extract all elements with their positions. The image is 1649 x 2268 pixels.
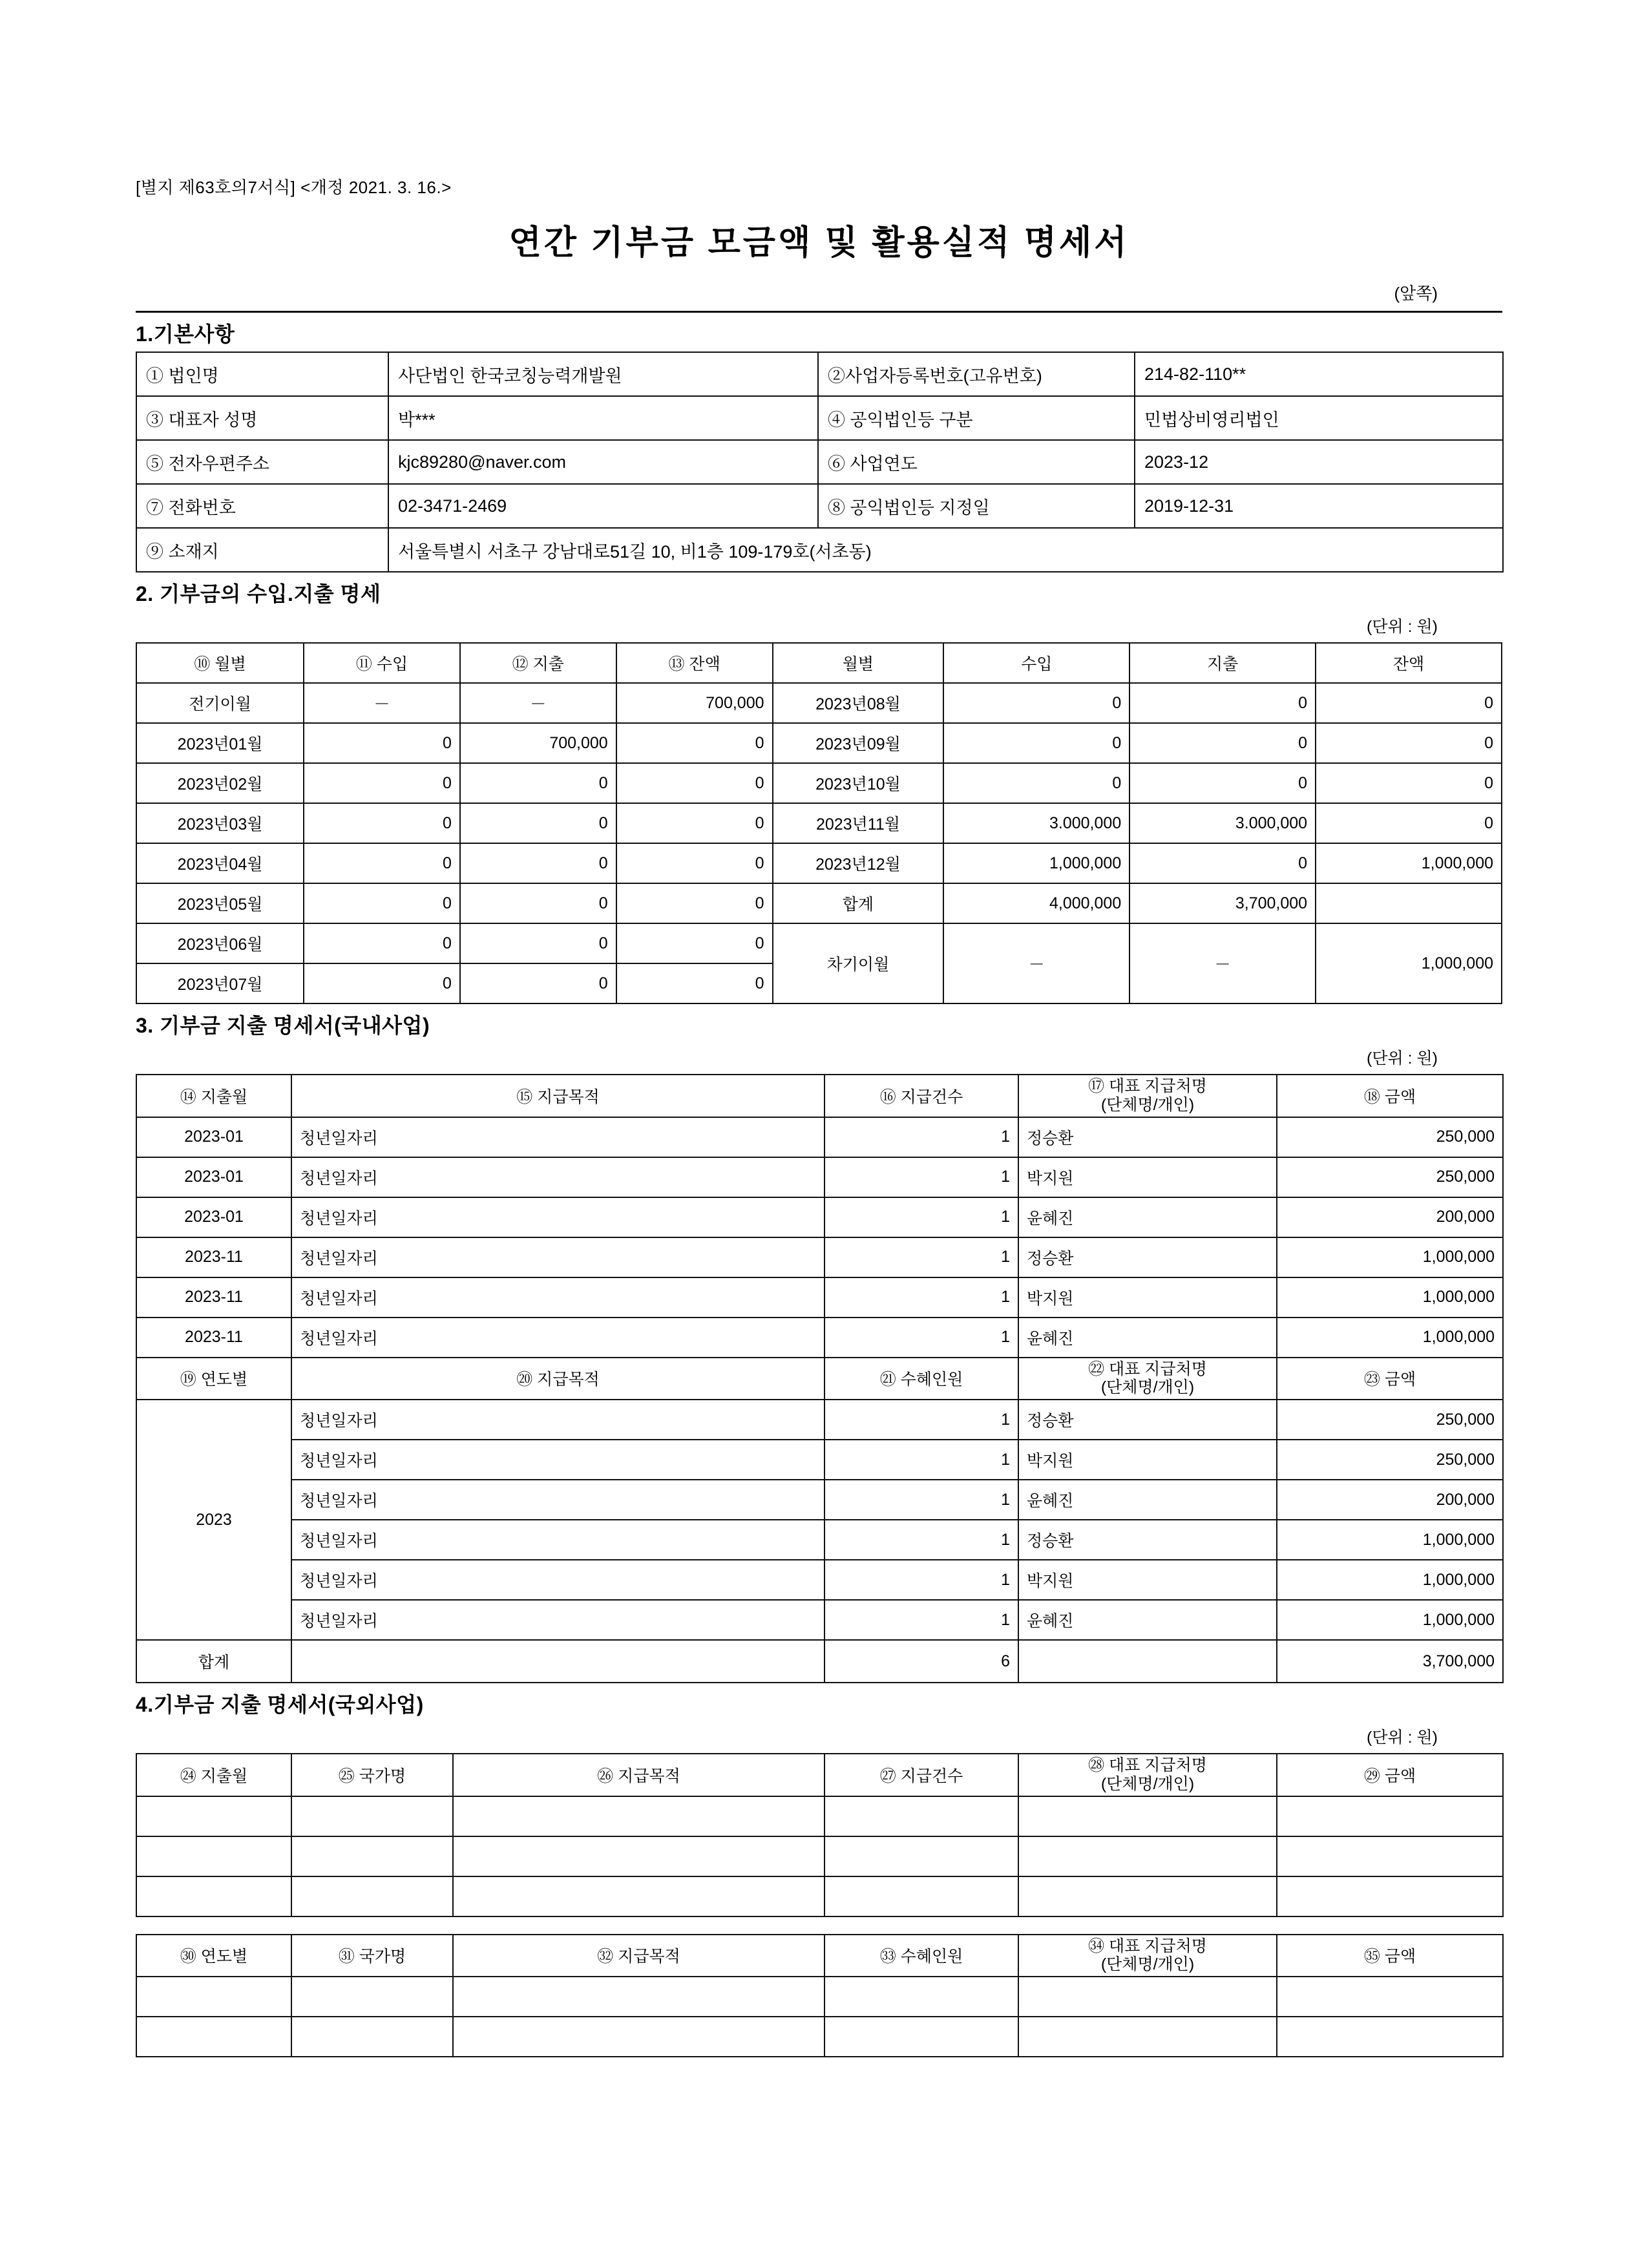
section3-title: 3. 기부금 지출 명세서(국내사업) — [136, 1014, 430, 1037]
value-address: 서울특별시 서초구 강남대로51길 10, 비1층 109-179호(서초동) — [388, 528, 1503, 572]
cell-year-overseas — [136, 2017, 291, 2057]
cell-country — [291, 1836, 453, 1876]
section2-unit: (단위 : 원) — [1367, 618, 1438, 636]
cell-carryforward-balance: 1,000,000 — [1316, 923, 1502, 1003]
cell-count — [824, 1796, 1018, 1836]
cell-month: 2023년02월 — [136, 763, 304, 803]
cell-balance: 0 — [616, 963, 773, 1003]
cell-month: 2023년12월 — [773, 843, 944, 883]
cell-expense: 0 — [460, 763, 616, 803]
col-month-right: 월별 — [773, 643, 944, 683]
cell-amount: 1,000,000 — [1277, 1277, 1503, 1318]
cell-income: 0 — [304, 883, 460, 923]
col-payee-name-year-overseas — [1018, 1935, 1277, 1977]
cell-total-payee — [1018, 1640, 1277, 1683]
cell-amount: 1,000,000 — [1277, 1520, 1503, 1560]
cell-expense-month: 2023-01 — [136, 1157, 291, 1197]
label-corp-type: ④ 공익법인등 구분 — [818, 396, 1135, 440]
cell-purpose — [453, 1876, 824, 1916]
cell-count: 1 — [824, 1520, 1018, 1560]
form-code: [별지 제63호의7서식] <개정 2021. 3. 16.> — [136, 178, 452, 197]
table-row — [136, 440, 1503, 484]
col-country-year: ㉛ 국가명 — [291, 1935, 453, 1977]
table-row — [136, 1157, 1503, 1197]
cell-total-expense: 3,700,000 — [1129, 883, 1316, 923]
table-row — [136, 883, 1502, 923]
cell-payee: 윤혜진 — [1018, 1600, 1277, 1640]
cell-expense-month: 2023-11 — [136, 1318, 291, 1358]
col-balance-left: ⑬ 잔액 — [616, 643, 773, 683]
cell-income: － — [304, 683, 460, 723]
cell-balance: 0 — [1316, 803, 1502, 843]
col-payee-name-line2: (단체명/개인) — [1100, 1095, 1195, 1114]
cell-income: 1,000,000 — [943, 843, 1129, 883]
cell-carryforward-income: － — [943, 923, 1129, 1003]
cell-count: 1 — [824, 1440, 1018, 1480]
table-row — [136, 1480, 1503, 1520]
cell-payee — [1018, 1796, 1277, 1836]
cell-total-balance — [1316, 883, 1502, 923]
cell-balance: 0 — [616, 803, 773, 843]
cell-expense: 700,000 — [460, 723, 616, 763]
cell-payee: 정승환 — [1018, 1117, 1277, 1157]
cell-month: 2023년05월 — [136, 883, 304, 923]
cell-purpose: 청년일자리 — [291, 1318, 824, 1358]
col-payment-count-overseas: ㉗ 지급건수 — [824, 1754, 1018, 1796]
cell-expense: 0 — [1129, 843, 1316, 883]
cell-balance: 0 — [616, 923, 773, 963]
cell-amount — [1277, 1977, 1503, 2017]
cell-total-label: 합계 — [136, 1640, 291, 1683]
label-email: ⑤ 전자우편주소 — [136, 440, 388, 484]
cell-income: 0 — [943, 683, 1129, 723]
col-payment-purpose-year-overseas: ㉜ 지급목적 — [453, 1935, 824, 1977]
col-balance-right: 잔액 — [1316, 643, 1502, 683]
col-payment-count: ⑯ 지급건수 — [824, 1075, 1018, 1117]
table-row — [136, 923, 1502, 963]
cell-income: 0 — [304, 843, 460, 883]
cell-count: 1 — [824, 1117, 1018, 1157]
cell-purpose: 청년일자리 — [291, 1440, 824, 1480]
section2-header-row — [136, 643, 1502, 683]
cell-month: 2023년04월 — [136, 843, 304, 883]
cell-expense: 0 — [1129, 683, 1316, 723]
col-amount-year-overseas: ㉟ 금액 — [1277, 1935, 1503, 1977]
table-row — [136, 1440, 1503, 1480]
col-payee-name-overseas — [1018, 1754, 1277, 1796]
cell-expense: 3.000,000 — [1129, 803, 1316, 843]
table-row — [136, 763, 1502, 803]
section1-table — [136, 352, 1504, 572]
col-payee-name-year-overseas-line1: ㉞ 대표 지급처명 — [1088, 1937, 1207, 1955]
cell-payee — [1018, 1836, 1277, 1876]
cell-balance: 700,000 — [616, 683, 773, 723]
table-row — [136, 723, 1502, 763]
cell-carryforward-label: 차기이월 — [773, 923, 944, 1003]
col-year-overseas: ㉚ 연도별 — [136, 1935, 291, 1977]
label-biz-reg-no: ②사업자등록번호(고유번호) — [818, 352, 1135, 396]
label-designation-date: ⑧ 공익법인등 지정일 — [818, 484, 1135, 528]
section4-title: 4.기부금 지출 명세서(국외사업) — [136, 1693, 424, 1716]
cell-month: 2023년01월 — [136, 723, 304, 763]
cell-amount: 1,000,000 — [1277, 1600, 1503, 1640]
cell-income: 0 — [304, 723, 460, 763]
cell-amount: 250,000 — [1277, 1400, 1503, 1440]
cell-payee: 박지원 — [1018, 1157, 1277, 1197]
cell-count — [824, 1836, 1018, 1876]
section3-header-row-a — [136, 1075, 1503, 1117]
cell-income: 0 — [304, 763, 460, 803]
col-expense-left: ⑫ 지출 — [460, 643, 616, 683]
section3-header-row-b — [136, 1358, 1503, 1400]
cell-country — [291, 2017, 453, 2057]
cell-count: 1 — [824, 1600, 1018, 1640]
cell-payee: 윤혜진 — [1018, 1197, 1277, 1237]
col-payment-purpose-overseas: ㉖ 지급목적 — [453, 1754, 824, 1796]
section3-table — [136, 1074, 1504, 1683]
section3-unit: (단위 : 원) — [1367, 1049, 1438, 1067]
section4-unit: (단위 : 원) — [1367, 1728, 1438, 1747]
cell-payee — [1018, 1876, 1277, 1916]
table-row — [136, 803, 1502, 843]
cell-expense-month: 2023-01 — [136, 1197, 291, 1237]
cell-total-count: 6 — [824, 1640, 1018, 1683]
table-row — [136, 1796, 1503, 1836]
cell-purpose — [453, 1836, 824, 1876]
cell-month: 2023년11월 — [773, 803, 944, 843]
table-row — [136, 1520, 1503, 1560]
cell-purpose: 청년일자리 — [291, 1480, 824, 1520]
table-row — [136, 1197, 1503, 1237]
cell-count: 1 — [824, 1197, 1018, 1237]
cell-payee: 박지원 — [1018, 1560, 1277, 1600]
label-rep-name: ③ 대표자 성명 — [136, 396, 388, 440]
cell-total-purpose — [291, 1640, 824, 1683]
cell-expense-month-overseas — [136, 1836, 291, 1876]
cell-expense-month-overseas — [136, 1876, 291, 1916]
value-corp-name: 사단법인 한국코칭능력개발원 — [388, 352, 818, 396]
col-year: ⑲ 연도별 — [136, 1358, 291, 1400]
label-address: ⑨ 소재지 — [136, 528, 388, 572]
cell-expense-month: 2023-01 — [136, 1117, 291, 1157]
cell-income: 0 — [304, 963, 460, 1003]
document-content — [136, 174, 1502, 2057]
table-row — [136, 843, 1502, 883]
col-payee-name-year-line1: ㉒ 대표 지급처명 — [1088, 1360, 1207, 1378]
cell-purpose: 청년일자리 — [291, 1400, 824, 1440]
cell-payee — [1018, 2017, 1277, 2057]
cell-purpose: 청년일자리 — [291, 1520, 824, 1560]
cell-balance: 0 — [616, 843, 773, 883]
cell-expense: 0 — [1129, 763, 1316, 803]
cell-count: 1 — [824, 1237, 1018, 1277]
cell-amount: 250,000 — [1277, 1440, 1503, 1480]
cell-count: 1 — [824, 1318, 1018, 1358]
cell-expense: 0 — [460, 963, 616, 1003]
cell-expense: － — [460, 683, 616, 723]
col-country: ㉕ 국가명 — [291, 1754, 453, 1796]
col-expense-month: ⑭ 지출월 — [136, 1075, 291, 1117]
table-row — [136, 1836, 1503, 1876]
cell-income: 0 — [943, 723, 1129, 763]
table-row — [136, 1277, 1503, 1318]
cell-year: 2023 — [136, 1400, 291, 1640]
section4-spacer — [136, 1917, 1502, 1934]
label-phone: ⑦ 전화번호 — [136, 484, 388, 528]
col-amount-year: ㉓ 금액 — [1277, 1358, 1503, 1400]
col-amount-overseas: ㉙ 금액 — [1277, 1754, 1503, 1796]
col-expense-month-overseas: ㉔ 지출월 — [136, 1754, 291, 1796]
cell-income: 3.000,000 — [943, 803, 1129, 843]
section2-table — [136, 642, 1502, 1004]
col-payment-purpose-year: ⑳ 지급목적 — [291, 1358, 824, 1400]
col-payee-name-year-line2: (단체명/개인) — [1100, 1378, 1195, 1397]
cell-count: 1 — [824, 1560, 1018, 1600]
cell-amount: 250,000 — [1277, 1157, 1503, 1197]
cell-balance: 0 — [616, 883, 773, 923]
section4-header-row-a — [136, 1754, 1503, 1796]
section3-total-row — [136, 1640, 1503, 1683]
page-title: 연간 기부금 모금액 및 활용실적 명세서 — [509, 224, 1129, 262]
cell-month: 2023년03월 — [136, 803, 304, 843]
cell-count: 1 — [824, 1157, 1018, 1197]
section4-header-row-b — [136, 1935, 1503, 1977]
cell-count — [824, 1977, 1018, 2017]
col-amount: ⑱ 금액 — [1277, 1075, 1503, 1117]
cell-count: 1 — [824, 1400, 1018, 1440]
cell-total-label: 합계 — [773, 883, 944, 923]
cell-purpose: 청년일자리 — [291, 1237, 824, 1277]
cell-purpose — [453, 1796, 824, 1836]
cell-month: 전기이월 — [136, 683, 304, 723]
value-rep-name: 박*** — [388, 396, 818, 440]
value-biz-reg-no: 214-82-110** — [1135, 352, 1503, 396]
cell-expense-month-overseas — [136, 1796, 291, 1836]
section4-table-a — [136, 1753, 1504, 1917]
page-side-note: (앞쪽) — [1394, 284, 1438, 303]
cell-total-income: 4,000,000 — [943, 883, 1129, 923]
cell-expense: 0 — [460, 923, 616, 963]
label-corp-name: ① 법인명 — [136, 352, 388, 396]
table-row — [136, 1876, 1503, 1916]
table-row — [136, 1400, 1503, 1440]
cell-payee: 정승환 — [1018, 1237, 1277, 1277]
table-row — [136, 2017, 1503, 2057]
cell-count — [824, 2017, 1018, 2057]
label-fiscal-year: ⑥ 사업연도 — [818, 440, 1135, 484]
col-payee-name-year-overseas-line2: (단체명/개인) — [1100, 1955, 1195, 1974]
cell-balance: 0 — [1316, 763, 1502, 803]
cell-purpose: 청년일자리 — [291, 1277, 824, 1318]
cell-country — [291, 1876, 453, 1916]
value-email: kjc89280@naver.com — [388, 440, 818, 484]
col-payee-name-overseas-line1: ㉘ 대표 지급처명 — [1088, 1756, 1207, 1774]
cell-purpose: 청년일자리 — [291, 1197, 824, 1237]
value-fiscal-year: 2023-12 — [1135, 440, 1503, 484]
cell-income: 0 — [304, 923, 460, 963]
cell-balance: 0 — [1316, 723, 1502, 763]
section4-table-b — [136, 1934, 1504, 2058]
cell-income: 0 — [943, 763, 1129, 803]
value-designation-date: 2019-12-31 — [1135, 484, 1503, 528]
value-phone: 02-3471-2469 — [388, 484, 818, 528]
cell-purpose: 청년일자리 — [291, 1117, 824, 1157]
cell-amount: 1,000,000 — [1277, 1318, 1503, 1358]
col-month-left: ⑩ 월별 — [136, 643, 304, 683]
col-payee-name-line1: ⑰ 대표 지급처명 — [1088, 1077, 1207, 1095]
cell-total-amount: 3,700,000 — [1277, 1640, 1503, 1683]
cell-expense: 0 — [460, 843, 616, 883]
cell-count: 1 — [824, 1480, 1018, 1520]
table-row — [136, 484, 1503, 528]
col-payment-purpose: ⑮ 지급목적 — [291, 1075, 824, 1117]
col-expense-right: 지출 — [1129, 643, 1316, 683]
table-row — [136, 528, 1503, 572]
cell-balance: 0 — [616, 763, 773, 803]
cell-amount: 200,000 — [1277, 1480, 1503, 1520]
col-payee-name — [1018, 1075, 1277, 1117]
table-row — [136, 1560, 1503, 1600]
cell-payee: 박지원 — [1018, 1277, 1277, 1318]
cell-year-overseas — [136, 1977, 291, 2017]
cell-balance: 0 — [616, 723, 773, 763]
cell-month: 2023년08월 — [773, 683, 944, 723]
cell-amount: 250,000 — [1277, 1117, 1503, 1157]
cell-month: 2023년10월 — [773, 763, 944, 803]
cell-carryforward-expense: － — [1129, 923, 1316, 1003]
table-row — [136, 1318, 1503, 1358]
cell-amount: 1,000,000 — [1277, 1560, 1503, 1600]
cell-amount — [1277, 2017, 1503, 2057]
cell-purpose: 청년일자리 — [291, 1560, 824, 1600]
table-row — [136, 1117, 1503, 1157]
cell-payee: 정승환 — [1018, 1400, 1277, 1440]
cell-amount: 1,000,000 — [1277, 1237, 1503, 1277]
section2-title: 2. 기부금의 수입.지출 명세 — [136, 582, 381, 605]
cell-balance: 0 — [1316, 683, 1502, 723]
cell-payee: 윤혜진 — [1018, 1318, 1277, 1358]
table-row — [136, 396, 1503, 440]
cell-payee: 윤혜진 — [1018, 1480, 1277, 1520]
cell-count: 1 — [824, 1277, 1018, 1318]
table-row — [136, 1237, 1503, 1277]
section1-rule — [136, 311, 1502, 313]
cell-country — [291, 1796, 453, 1836]
cell-payee: 정승환 — [1018, 1520, 1277, 1560]
cell-expense-month: 2023-11 — [136, 1237, 291, 1277]
table-row — [136, 1977, 1503, 2017]
cell-expense: 0 — [460, 883, 616, 923]
cell-expense: 0 — [1129, 723, 1316, 763]
section1-title: 1.기본사항 — [136, 322, 235, 346]
value-corp-type: 민법상비영리법인 — [1135, 396, 1503, 440]
cell-purpose — [453, 2017, 824, 2057]
col-payee-name-overseas-line2: (단체명/개인) — [1100, 1774, 1195, 1793]
cell-amount — [1277, 1876, 1503, 1916]
cell-amount — [1277, 1836, 1503, 1876]
cell-amount — [1277, 1796, 1503, 1836]
cell-month: 2023년09월 — [773, 723, 944, 763]
cell-purpose — [453, 1977, 824, 2017]
cell-payee — [1018, 1977, 1277, 2017]
col-income-left: ⑪ 수입 — [304, 643, 460, 683]
cell-month: 2023년07월 — [136, 963, 304, 1003]
cell-purpose: 청년일자리 — [291, 1157, 824, 1197]
cell-payee: 박지원 — [1018, 1440, 1277, 1480]
cell-country — [291, 1977, 453, 2017]
col-beneficiary-count: ㉑ 수혜인원 — [824, 1358, 1018, 1400]
cell-income: 0 — [304, 803, 460, 843]
cell-month: 2023년06월 — [136, 923, 304, 963]
table-row — [136, 352, 1503, 396]
cell-balance: 1,000,000 — [1316, 843, 1502, 883]
table-row — [136, 1600, 1503, 1640]
col-income-right: 수입 — [943, 643, 1129, 683]
cell-amount: 200,000 — [1277, 1197, 1503, 1237]
cell-expense-month: 2023-11 — [136, 1277, 291, 1318]
col-payee-name-year — [1018, 1358, 1277, 1400]
cell-count — [824, 1876, 1018, 1916]
cell-purpose: 청년일자리 — [291, 1600, 824, 1640]
col-beneficiary-count-overseas: ㉝ 수혜인원 — [824, 1935, 1018, 1977]
table-row — [136, 683, 1502, 723]
cell-expense: 0 — [460, 803, 616, 843]
